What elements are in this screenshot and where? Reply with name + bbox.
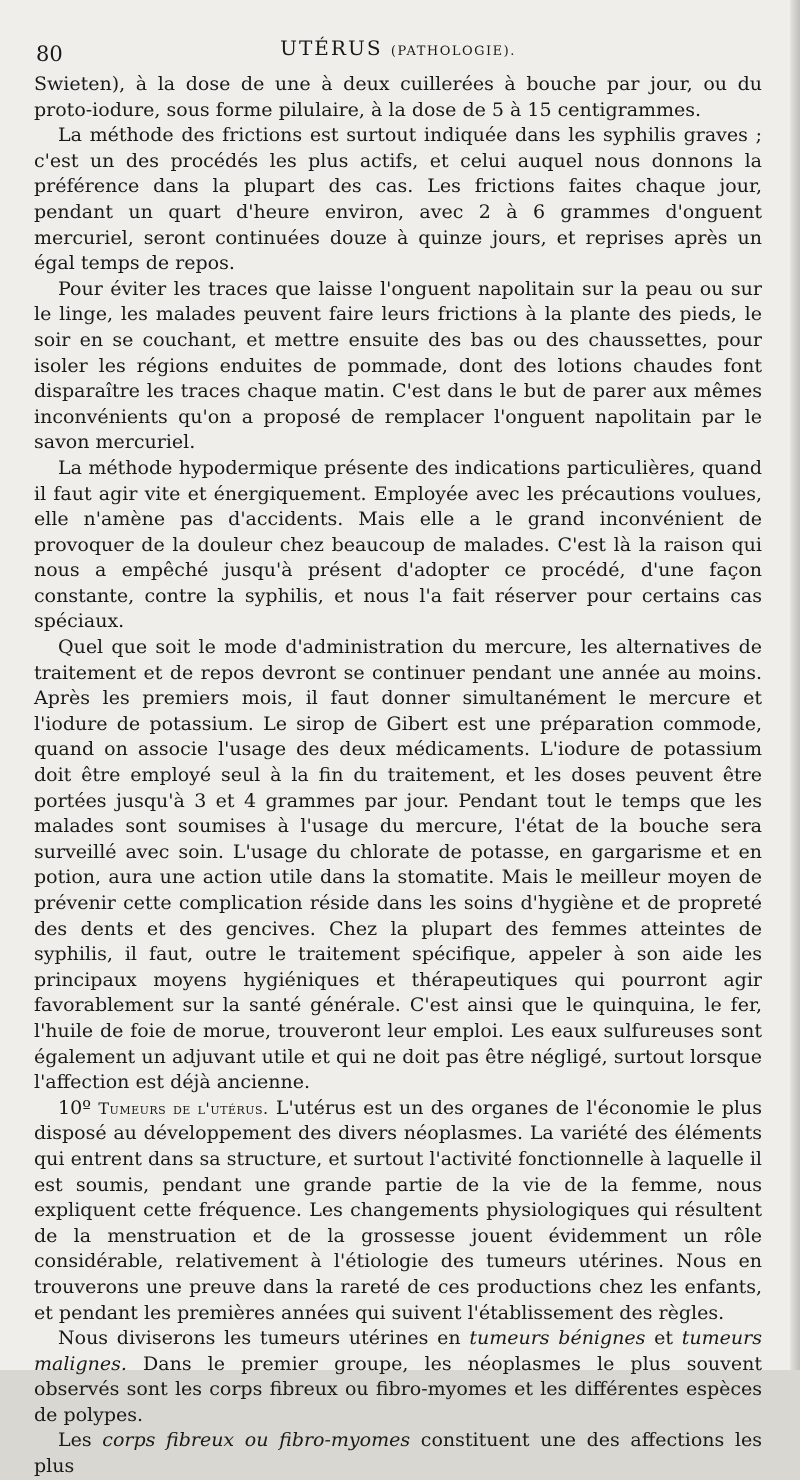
paragraph: La méthode des frictions est surtout indiquée dans les syphilis graves ; c'est un des procédés les plus actifs, et celui auquel nous donnons la préférence dans la plupart des cas. Les frictions faites chaque jour, pendant un quart d'heure environ, avec 2 à 6 grammes d'onguent mercuriel, seront continuées douze à quinze jours, et reprises après un égal temps de repos. — [34, 124, 762, 275]
emphasis: tumeurs bénignes — [469, 1327, 646, 1350]
text-run: et — [654, 1327, 674, 1350]
text-run: Nous diviserons les tumeurs utérines en — [58, 1327, 461, 1350]
section-title: Tumeurs de l'utérus. — [98, 1098, 269, 1118]
paragraph — [34, 1326, 762, 1428]
text-run: Dans le premier groupe, les néoplasmes le plus souvent observés sont les corps fibreux ou fibro-myomes et les différentes espèces de polypes. — [34, 1352, 762, 1426]
text-run: constituent une des affections les plus — [34, 1429, 762, 1478]
section-text: L'utérus est un des organes de l'économie le plus disposé au développement des divers néoplasmes. La variété des éléments qui entrent dans sa structure, et surtout l'activité fonctionnelle à laquelle il est soumis, pendant une grande partie de la vie de la femme, nous expliquent cette fréquence. Les changements physiologiques qui résultent de la menstruation et de la grossesse jouent évidemment un rôle considérable, relativement à l'étiologie des tumeurs utérines. Nous en trouverons une preuve dans la rareté de ces productions chez les enfants, et pendant les premières années qui suivent l'établissement des règles. — [34, 1096, 762, 1324]
page-edge-shadow — [790, 0, 800, 1370]
section-number: 10º — [58, 1096, 92, 1119]
emphasis: corps fibreux ou fibro-myomes — [102, 1429, 411, 1452]
paragraph: Quel que soit le mode d'administration du mercure, les alternatives de traitement et de repos devront se continuer pendant une année au moins. Après les premiers mois, il faut donner simultanément le mercure et l'iodure de potassium. Le sirop de Gibert est une préparation commode, quand on associe l'usage des deux médicaments. L'iodure de potassium doit être employé seul à la fin du traitement, et les doses peuvent être portées jusqu'à 3 et 4 grammes par jour. Pendant tout le temps que les malades sont soumises à l'usage du mercure, l'état de la bouche sera surveillé avec soin. L'usage du chlorate de potasse, en gargarisme et en potion, aura une action utile dans la stomatite. Mais le meilleur moyen de prévenir cette complication réside dans les soins d'hygiène et de propreté des dents et des gencives. Chez la plupart des femmes atteintes de syphilis, il faut, outre le traitement spécifique, appeler à son aide les principaux moyens hygiéniques et thérapeutiques qui pourront agir favorablement sur la santé générale. C'est ainsi que le quinquina, le fer, l'huile de foie de morue, trouveront leur emploi. Les eaux sulfureuses sont également un adjuvant utile et qui ne doit pas être négligé, surtout lorsque l'affection est déjà ancienne. — [34, 636, 762, 1094]
section-paragraph — [34, 1096, 762, 1326]
running-head-title: UTÉRUS — [280, 36, 383, 60]
body-text — [34, 72, 762, 1480]
paragraph — [34, 1428, 762, 1479]
text-run: Les — [58, 1429, 92, 1452]
running-head-subtitle: (PATHOLOGIE). — [390, 44, 516, 59]
page-number: 80 — [36, 42, 63, 66]
emphasis: tumeurs malignes. — [34, 1327, 762, 1375]
running-head — [34, 36, 762, 60]
paragraph: Pour éviter les traces que laisse l'onguent napolitain sur la peau ou sur le linge, les malades peuvent faire leurs frictions à la plante des pieds, le soir en se couchant, et mettre ensuite des bas ou des chaussettes, pour isoler les régions enduites de pommade, dont des lotions chaudes font disparaître les traces chaque matin. C'est dans le but de parer aux mêmes inconvénients qu'on a proposé de remplacer l'onguent napolitain par le savon mercuriel. — [34, 277, 762, 454]
page-header — [34, 36, 762, 70]
paragraph: Swieten), à la dose de une à deux cuillerées à bouche par jour, ou du proto-iodure, sous forme pilulaire, à la dose de 5 à 15 centigrammes. — [34, 73, 762, 121]
paragraph: La méthode hypodermique présente des indications particulières, quand il faut agir vite et énergiquement. Employée avec les précautions voulues, elle n'amène pas d'accidents. Mais elle a le grand inconvénient de provoquer de la douleur chez beaucoup de malades. C'est là la raison qui nous a empêché jusqu'à présent d'adopter ce procédé, d'une façon constante, contre la syphilis, et nous l'a fait réserver pour certains cas spéciaux. — [34, 456, 762, 633]
